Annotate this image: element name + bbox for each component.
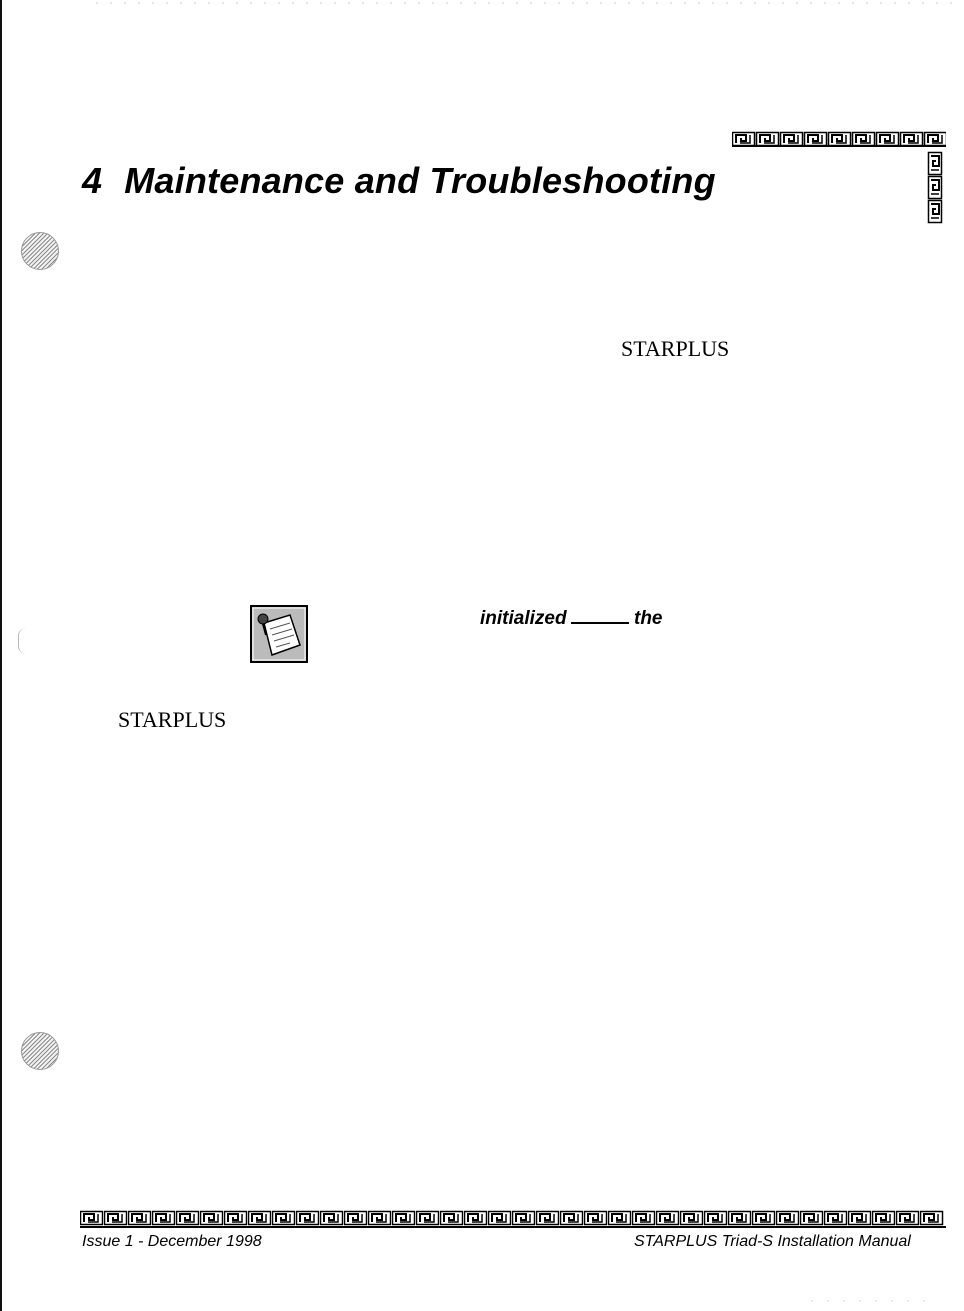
punch-hole-icon [21, 232, 59, 270]
footer-brand: STARPLUS [634, 1233, 718, 1250]
punch-hole-icon [21, 1032, 59, 1070]
note-text-fragment [480, 608, 629, 630]
scan-noise-top [90, 0, 960, 8]
greek-key-border-icon [732, 130, 946, 228]
margin-mark [18, 628, 27, 654]
blank-underline [571, 622, 629, 624]
footer-issue: Issue 1 - December 1998 [82, 1233, 262, 1250]
chapter-title: Maintenance and Troubleshooting [124, 160, 716, 201]
footer-manual-title [634, 1233, 911, 1251]
chapter-number: 4 [82, 160, 103, 201]
greek-key-border-icon [80, 1210, 946, 1230]
scan-noise-bottom [804, 1297, 934, 1307]
fragment-word: initialized [480, 608, 567, 629]
brand-name-lower: STARPLUS [118, 707, 227, 732]
page-edge [0, 0, 2, 1311]
note-icon [250, 605, 308, 663]
brand-name: STARPLUS [621, 336, 730, 361]
page-title [82, 160, 716, 202]
footer-manual-name: Triad-S Installation Manual [717, 1233, 911, 1250]
note-text-fragment-2: the [634, 608, 663, 629]
